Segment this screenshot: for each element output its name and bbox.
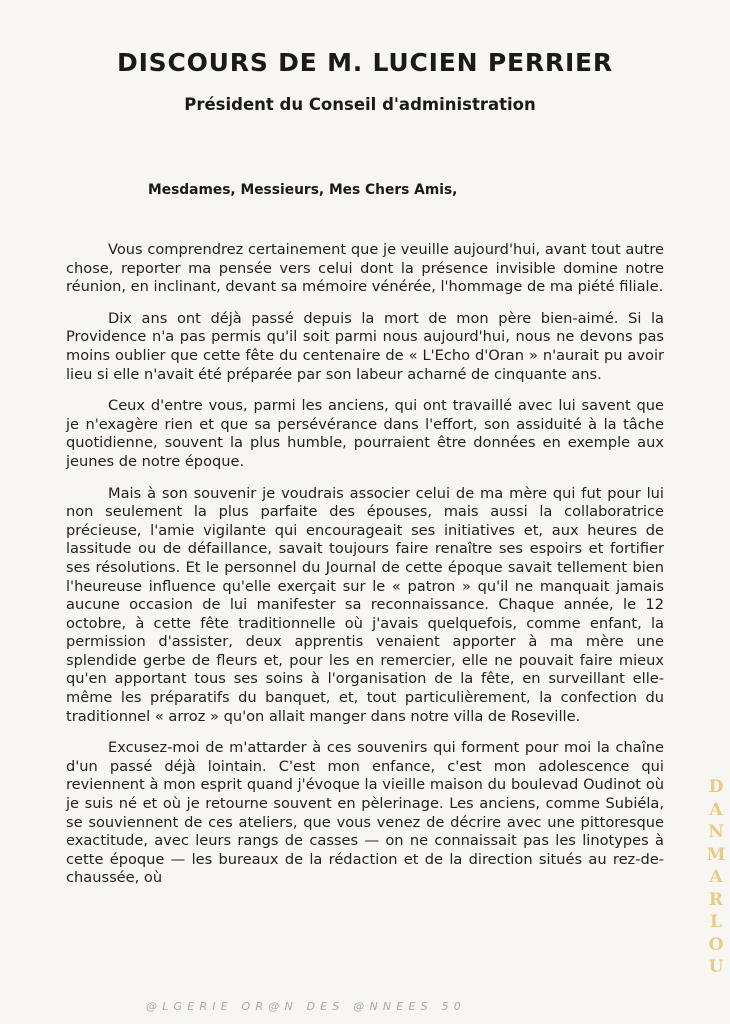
- speech-body: [66, 241, 664, 901]
- paragraph: Excusez-moi de m'attarder à ces souvenirs qui forment pour moi la chaîne d'un passé déjà lointain. C'est mon enfance, c'est mon adolescence qui reviennent à mon esprit quand j'évoque la vieille maison du boulevad Oudinot où je suis né et où je retourne souvent en pèlerinage. Les anciens, comme Subiéla, se souviennent de ces ateliers, que vous venez de décrire avec une pittoresque exactitude, avec leurs rangs de casses — on ne connaissait pas les linotypes à cette époque — les bureaux de la rédaction et de la direction situés au rez-de-chaussée, où: [66, 739, 664, 887]
- paragraph: Ceux d'entre vous, parmi les anciens, qui ont travaillé avec lui savent que je n'exagère rien et que sa persévérance dans l'effort, son assiduité à la tâche quotidienne, souvent la plus humble, pourraient être données en exemple aux jeunes de notre époque.: [66, 397, 664, 470]
- footer-caption: @LGERIE OR@N DES @NNEES 50: [146, 1000, 466, 1013]
- salutation: Mesdames, Messieurs, Mes Chers Amis,: [148, 182, 458, 198]
- watermark-text: DANMARLOU: [706, 777, 726, 977]
- document-title: DISCOURS DE M. LUCIEN PERRIER: [117, 48, 613, 77]
- paragraph: Mais à son souvenir je voudrais associer celui de ma mère qui fut pour lui non seulement la plus parfaite des épouses, mais aussi la collaboratrice précieuse, l'amie vigilante qui encourageait ses initiatives et, aux heures de lassitude ou de défaillance, savait toujours faire renaître ses espoirs et fortifier ses résolutions. Et le personnel du Journal de cette époque savait tellement bien l'heureuse influence qu'elle exerçait sur le « patron » qu'il ne manquait jamais aucune occasion de lui manifester sa reconnaissance. Chaque année, le 12 octobre, à cette fête traditionnelle où j'avais quelquefois, comme enfant, la permission d'assister, deux apprentis venaient apporter à ma mère une splendide gerbe de fleurs et, pour les en remercier, elle ne pouvait faire mieux qu'en apportant tous ses soins à l'organisation de la fête, en surveillant elle-même les préparatifs du banquet, et, tout particulièrement, la confection du traditionnel « arroz » qu'on allait manger dans notre villa de Roseville.: [66, 484, 664, 725]
- paragraph: Vous comprendrez certainement que je veuille aujourd'hui, avant tout autre chose, reporter ma pensée vers celui dont la présence invisible domine notre réunion, en inclinant, devant sa mémoire vénérée, l'hommage de ma piété filiale.: [66, 241, 664, 296]
- document-subtitle: Président du Conseil d'administration: [184, 95, 536, 114]
- paragraph: Dix ans ont déjà passé depuis la mort de mon père bien-aimé. Si la Providence n'a pas permis qu'il soit parmi nous aujourd'hui, nous ne devons pas moins oublier que cette fête du centenaire de « L'Echo d'Oran » n'aurait pu avoir lieu si elle n'avait été préparée par son labeur acharné de cinquante ans.: [66, 309, 664, 383]
